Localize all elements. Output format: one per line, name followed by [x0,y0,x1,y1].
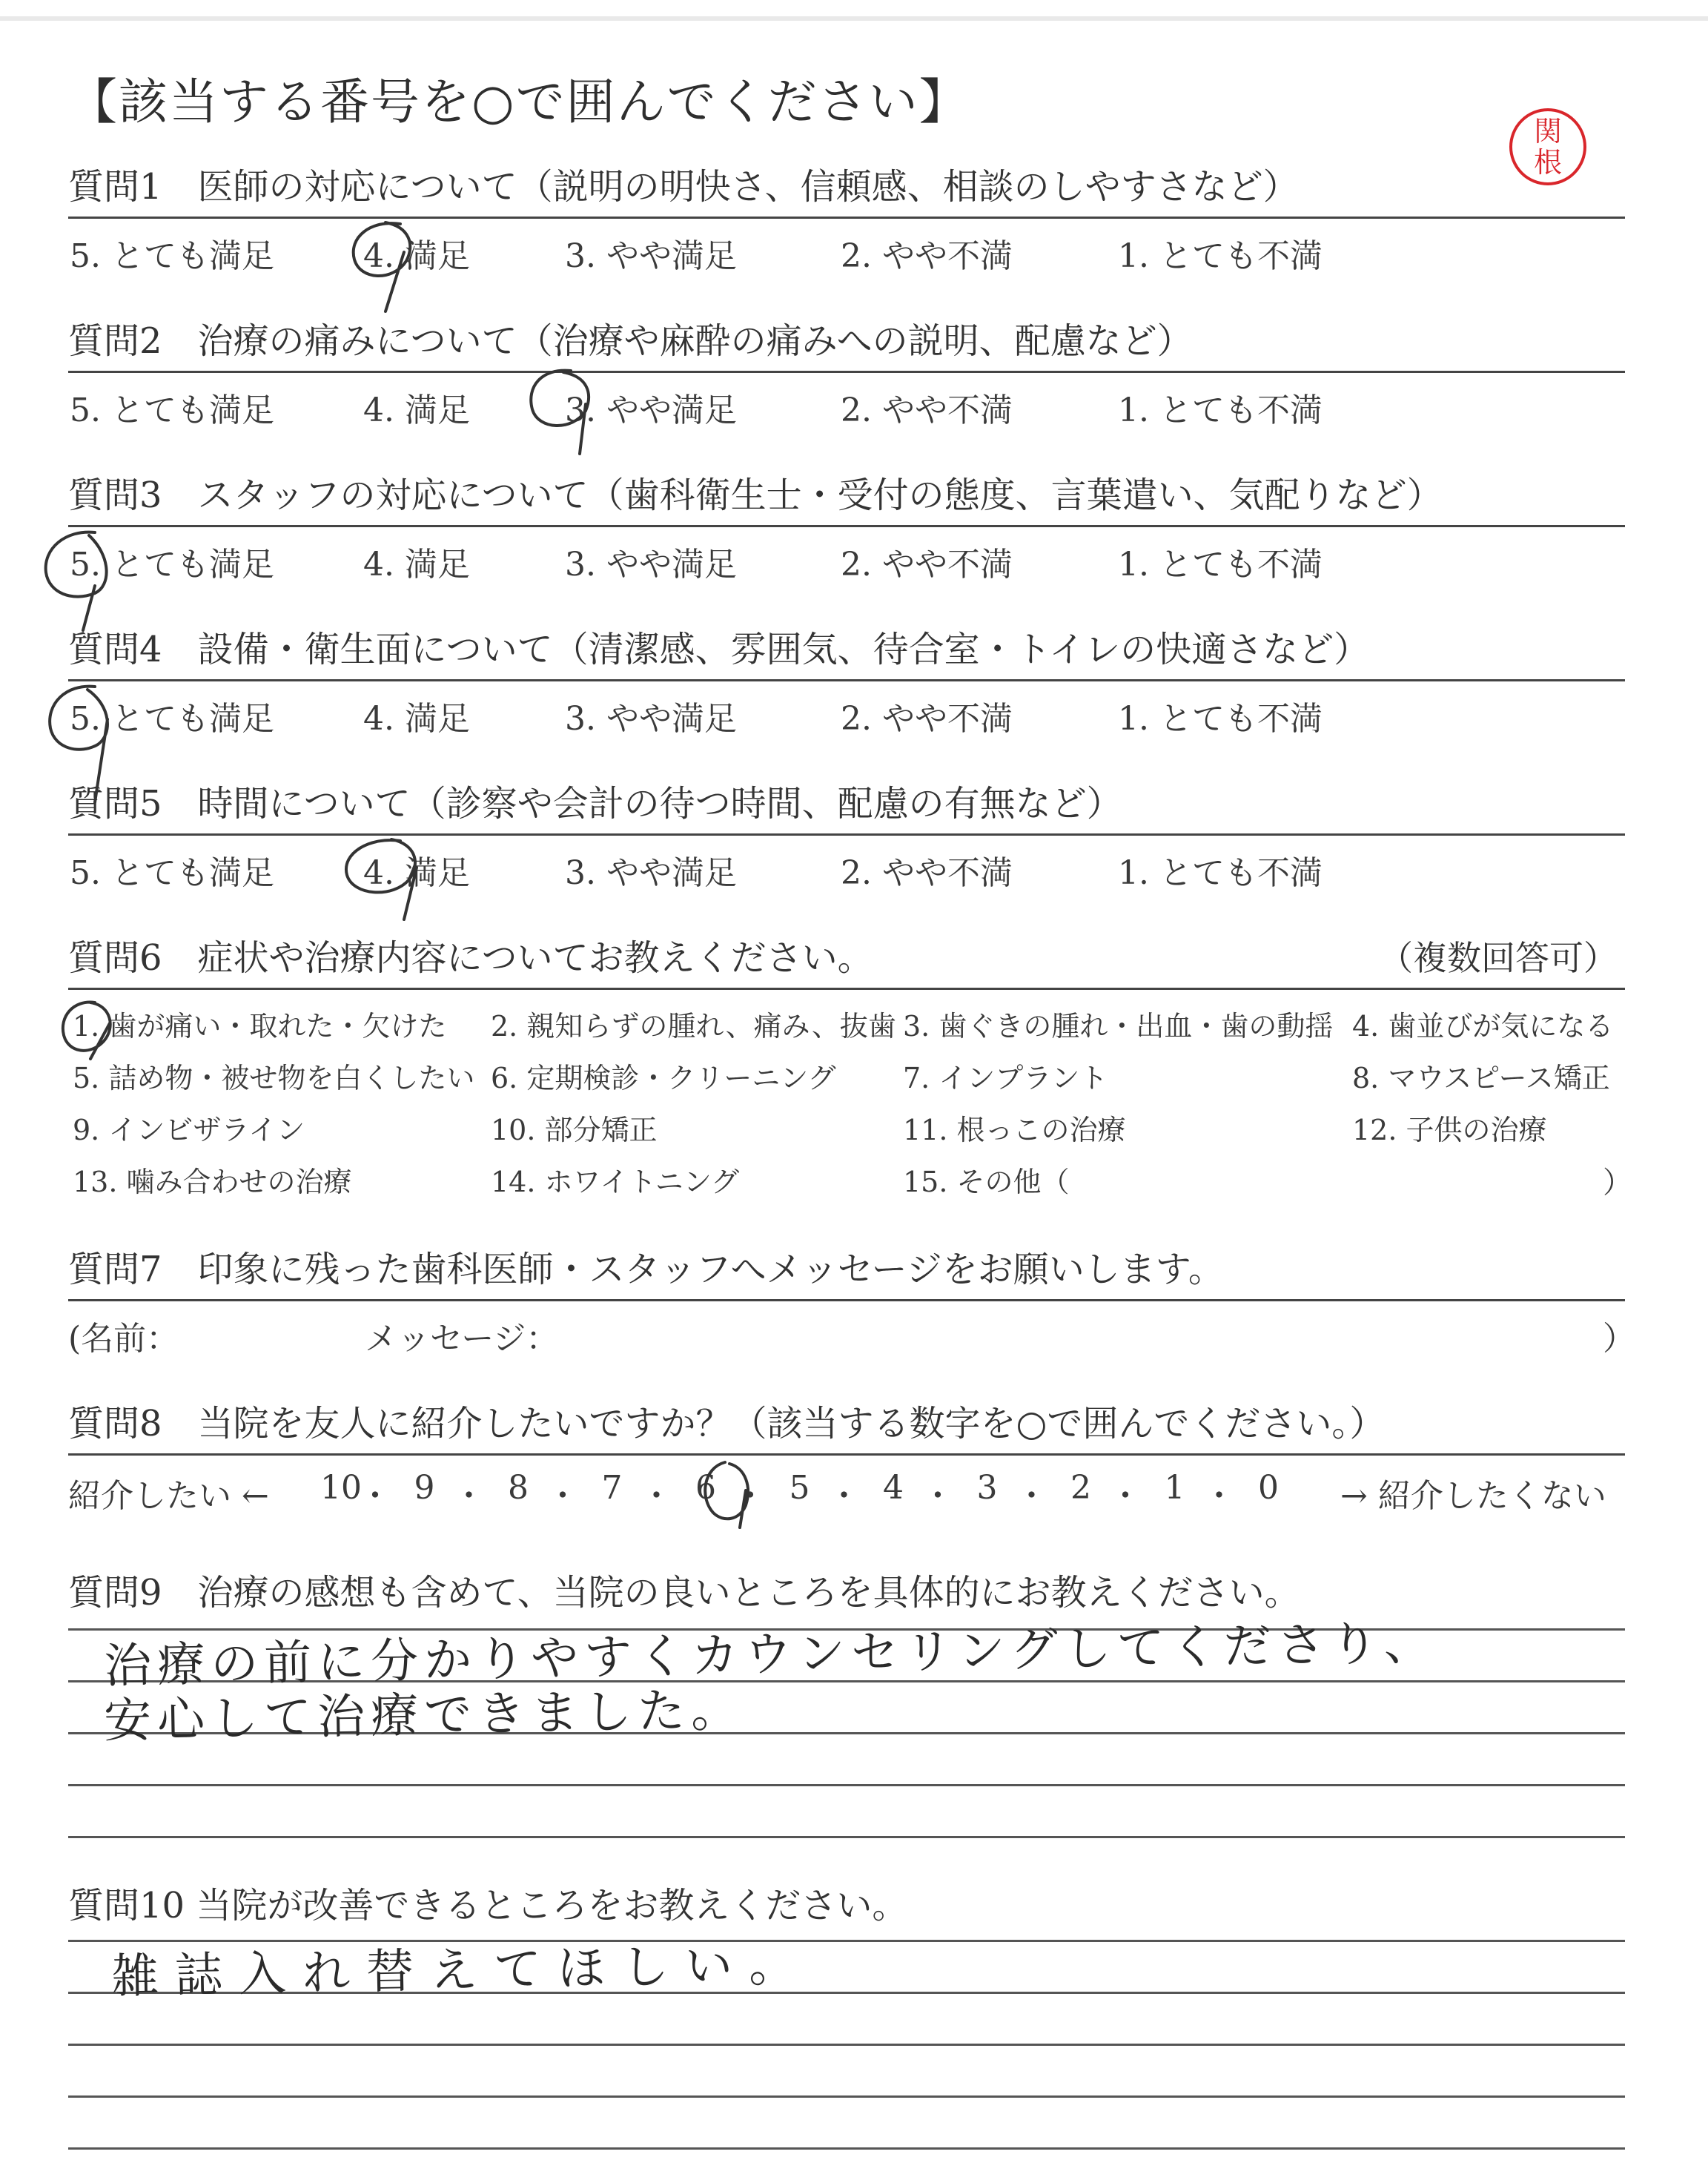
other-close-paren: ） [1603,1166,1632,1200]
recommend-scale [68,1469,1632,1513]
scale-number-3[interactable]: 3 [976,1469,998,1507]
option-2[interactable]: 2. やや不満 [841,237,1013,275]
scale-separator: ・ [452,1477,486,1515]
scale-number-4[interactable]: 4 [883,1469,904,1507]
option-4[interactable]: 4. 満足 [363,700,470,738]
question-7 [68,1247,1635,1358]
form-header: 【該当する番号を○で囲んでください】 [68,73,970,131]
handwritten-answer-line-2: 安心して治療できました。 [103,1682,745,1749]
symptom-option-2[interactable]: 2. 親知らずの腫れ、痛み、抜歯 [491,1010,896,1043]
option-5[interactable]: 5. とても満足 [70,392,274,429]
scale-separator: ・ [1109,1477,1142,1515]
question-6 [68,936,1632,1218]
answer-line [68,1784,1625,1786]
divider [68,833,1625,836]
option-2[interactable]: 2. やや不満 [841,546,1013,584]
scale-right-label: → 紹介したくない [1340,1477,1606,1515]
question-title: 質問10 当院が改善できるところをお教えください。 [68,1885,908,1926]
question-title: 質問5 時間について（診察や会計の待つ時間、配慮の有無など） [68,783,1122,825]
scale-separator: ・ [546,1477,579,1515]
scale-number-1[interactable]: 1 [1164,1469,1185,1507]
scale-number-0[interactable]: 0 [1258,1469,1279,1507]
scale-separator: ・ [921,1477,954,1515]
option-3[interactable]: 3. やや満足 [565,237,737,275]
scale-separator: ・ [827,1477,861,1515]
option-3[interactable]: 3. やや満足 [565,700,737,738]
handwritten-answer-line-1: 治療の前に分かりやすくカウンセリングしてくださり、 [103,1616,1438,1694]
question-title: 質問8 当院を友人に紹介したいですか？（該当する数字を○で囲んでください。） [68,1403,1386,1444]
option-4[interactable]: 4. 満足 [363,237,470,275]
rating-options [68,846,1632,891]
option-1[interactable]: 1. とても不満 [1118,700,1323,738]
question-4 [68,627,1632,736]
option-5[interactable]: 5. とても満足 [70,546,274,584]
divider [68,1453,1625,1456]
rating-options [68,383,1632,428]
answer-line [68,2095,1625,2098]
symptom-option-8[interactable]: 8. マウスピース矯正 [1352,1062,1610,1094]
seal-char-1: 関 [1533,115,1562,148]
scale-left-label: 紹介したい ← [68,1477,269,1515]
question-10 [68,1883,1632,1928]
question-title-text: 質問6 症状や治療内容についてお教えください。 [68,937,873,979]
rating-options [68,538,1632,582]
symptom-option-14[interactable]: 14. ホワイトニング [491,1166,740,1198]
option-2[interactable]: 2. やや不満 [841,700,1013,738]
symptom-option-7[interactable]: 7. インプラント [903,1062,1108,1094]
option-5[interactable]: 5. とても満足 [70,700,274,738]
option-1[interactable]: 1. とても不満 [1118,392,1323,429]
message-field-label[interactable]: メッセージ： [365,1320,559,1358]
question-5 [68,782,1632,891]
scale-number-7[interactable]: 7 [601,1469,623,1507]
option-4[interactable]: 4. 満足 [363,546,470,584]
symptom-option-13[interactable]: 13. 噛み合わせの治療 [73,1166,352,1198]
scale-separator: ・ [1202,1477,1236,1515]
question-title: 質問9 治療の感想も含めて、当院の良いところを具体的にお教えください。 [68,1572,1300,1614]
scale-number-6[interactable]: 6 [695,1469,716,1507]
name-field-label[interactable]: (名前： [68,1320,179,1358]
option-1[interactable]: 1. とても不満 [1118,237,1323,275]
scale-separator: ・ [640,1477,673,1515]
divider [68,217,1625,219]
question-1 [68,165,1632,274]
option-1[interactable]: 1. とても不満 [1118,854,1323,892]
question-title: 質問4 設備・衛生面について（清潔感、雰囲気、待合室・トイレの快適さなど） [68,629,1370,670]
divider [68,371,1625,373]
rating-options [68,229,1632,274]
divider [68,679,1625,681]
symptom-option-3[interactable]: 3. 歯ぐきの腫れ・出血・歯の動揺 [903,1010,1334,1043]
option-4[interactable]: 4. 満足 [363,854,470,892]
question-8 [68,1401,1632,1513]
scale-number-9[interactable]: 9 [414,1469,435,1507]
question-title: 質問7 印象に残った歯科医師・スタッフへメッセージをお願いします。 [68,1249,1224,1290]
question-title [68,936,1632,980]
symptom-option-9[interactable]: 9. インビザライン [73,1114,305,1146]
symptom-option-15[interactable]: 15. その他（ [903,1166,1070,1198]
option-1[interactable]: 1. とても不満 [1118,546,1323,584]
scale-separator: ・ [1015,1477,1048,1515]
scan-edge [0,16,1708,21]
divider [68,988,1625,990]
divider [68,1299,1625,1301]
symptom-option-5[interactable]: 5. 詰め物・被せ物を白くしたい [73,1062,475,1094]
scale-separator: ・ [359,1477,391,1515]
scale-number-8[interactable]: 8 [508,1469,529,1507]
question-title: 質問3 スタッフの対応について（歯科衛生士・受付の態度、言葉遣い、気配りなど） [68,475,1443,516]
scale-separator: ・ [734,1477,767,1515]
option-2[interactable]: 2. やや不満 [841,392,1013,429]
symptom-option-12[interactable]: 12. 子供の治療 [1352,1114,1547,1146]
multiple-answers-note: （複数回答可） [1379,938,1618,978]
symptom-option-11[interactable]: 11. 根っこの治療 [903,1114,1126,1146]
message-fields [68,1312,1635,1358]
question-2 [68,319,1632,428]
message-close-paren: ） [1603,1320,1635,1358]
rating-options [68,692,1632,736]
scale-number-2[interactable]: 2 [1070,1469,1091,1507]
answer-line [68,2147,1625,2150]
option-2[interactable]: 2. やや不満 [841,854,1013,892]
scale-number-5[interactable]: 5 [789,1469,810,1507]
seal-char-2: 根 [1533,146,1562,179]
symptom-option-4[interactable]: 4. 歯並びが気になる [1352,1010,1614,1043]
option-3[interactable]: 3. やや満足 [565,546,737,584]
symptom-option-10[interactable]: 10. 部分矯正 [491,1114,658,1146]
option-5[interactable]: 5. とても満足 [70,237,274,275]
option-3[interactable]: 3. やや満足 [565,392,737,429]
option-5[interactable]: 5. とても満足 [70,854,274,892]
symptom-option-6[interactable]: 6. 定期検診・クリーニング [491,1062,836,1094]
scale-number-10[interactable]: 10 [320,1469,362,1507]
handwritten-improvement-answer: 雑誌入れ替えてほしい。 [110,1937,813,2005]
question-title: 質問2 治療の痛みについて（治療や麻酔の痛みへの説明、配慮など） [68,320,1193,362]
option-4[interactable]: 4. 満足 [363,392,470,429]
answer-line [68,1836,1625,1838]
symptom-options [68,1003,1632,1218]
question-3 [68,473,1632,582]
divider [68,525,1625,527]
symptom-option-1[interactable]: 1. 歯が痛い・取れた・欠けた [73,1010,447,1043]
answer-line [68,2044,1625,2046]
question-title: 質問1 医師の対応について（説明の明快さ、信頼感、相談のしやすさなど） [68,166,1299,208]
option-3[interactable]: 3. やや満足 [565,854,737,892]
